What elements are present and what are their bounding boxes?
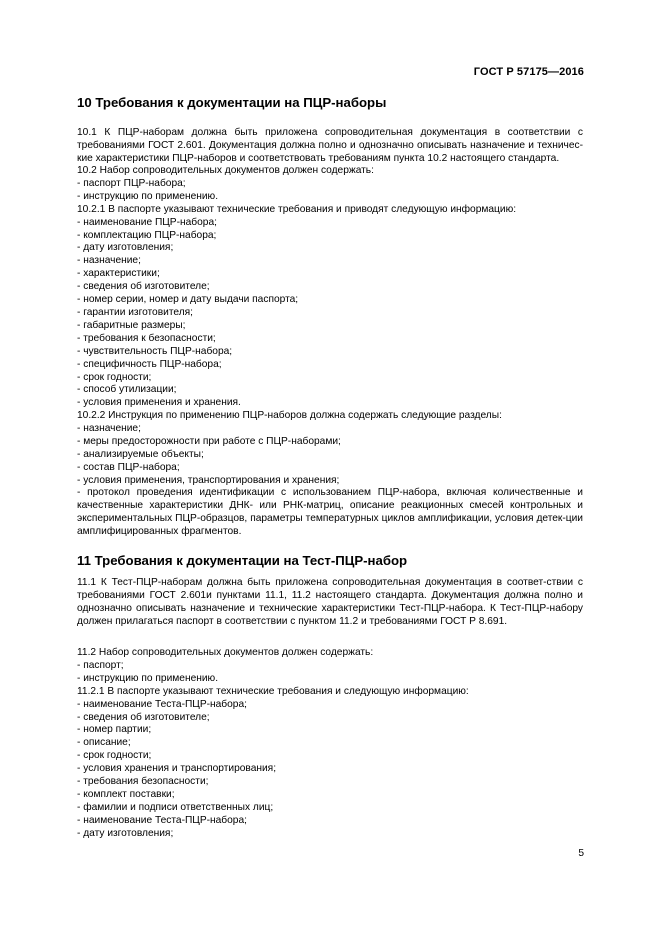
list-line: - состав ПЦР-набора; — [77, 461, 180, 473]
list-line: - габаритные размеры; — [77, 319, 186, 331]
list-line: - паспорт ПЦР-набора; — [77, 177, 186, 189]
list-line: - назначение; — [77, 255, 141, 267]
list-line: - дату изготовления; — [77, 827, 174, 839]
list-line: - наименование Теста-ПЦР-набора; — [77, 814, 247, 826]
list-line: - способ утилизации; — [77, 384, 177, 396]
list-line: - инструкцию по применению. — [77, 190, 219, 202]
list-line: - номер партии; — [77, 724, 152, 736]
paragraph-10-2-2-last-item: - протокол проведения идентификации с использованием ПЦР-набора, включая количественные и качественные характеристики ДНК- или РНК-матриц, описание реакционных смесей контрольных и экспериментальных ПЦР-образцов, параметры температурных циклов амплификации, условия детек-ции амплифицированных фрагментов. — [77, 487, 583, 537]
list-line: - меры предосторожности при работе с ПЦР-наборами; — [77, 436, 341, 448]
list-line: 11.2 Набор сопроводительных документов должен содержать: — [77, 647, 374, 658]
list-line: - характеристики; — [77, 268, 160, 280]
list-line: - требования безопасности; — [77, 776, 209, 788]
list-line: - номер серии, номер и дату выдачи паспорта; — [77, 294, 299, 306]
list-line: - назначение; — [77, 423, 141, 435]
list-line: 10.2.1 В паспорте указывают технические требования и приводят следующую информацию: — [77, 203, 517, 215]
document-code: ГОСТ Р 57175—2016 — [473, 66, 584, 78]
list-line: - срок годности; — [77, 750, 152, 762]
section-10-heading: 10 Требования к документации на ПЦР-наборы — [77, 95, 387, 110]
list-line: - условия хранения и транспортирования; — [77, 763, 277, 775]
section-10-list — [77, 165, 583, 488]
list-line: - фамилии и подписи ответственных лиц; — [77, 801, 274, 813]
list-line: - гарантии изготовителя; — [77, 306, 194, 318]
list-line: - описание; — [77, 737, 131, 749]
list-line: - комплект поставки; — [77, 788, 175, 800]
list-line: 11.2.1 В паспорте указывают технические требования и следующую информацию: — [77, 685, 469, 697]
list-line: 10.2 Набор сопроводительных документов должен содержать: — [77, 165, 374, 176]
paragraph-11-1: 11.1 К Тест-ПЦР-наборам должна быть приложена сопроводительная документация в соответ-ствии с требованиями ГОСТ 2.601и пунктами 11.1, 11.2 настоящего стандарта. Документация должна полно и однозначно описывать назначение и технические характеристики Тест-ПЦР-набора. К Тест-ПЦР-набору должен прилагаться паспорт в соответствии с пунктом 11.2 и требованиями ГОСТ Р 8.691. — [77, 577, 583, 627]
list-line: 10.2.2 Инструкция по применению ПЦР-наборов должна содержать следующие разделы: — [77, 410, 502, 422]
list-line: - специфичность ПЦР-набора; — [77, 358, 222, 370]
list-line: - наименование Теста-ПЦР-набора; — [77, 698, 247, 710]
list-line: - инструкцию по применению. — [77, 672, 219, 684]
paragraph-10-1: 10.1 К ПЦР-наборам должна быть приложена сопроводительная документация в соответствии с требованиями ГОСТ 2.601. Документация должна полно и однозначно описывать назначение и техничес-кие характеристики ПЦР-наборов и соответствовать требованиям пункта 10.2 настоящего стандарта. — [77, 127, 583, 164]
list-line: - комплектацию ПЦР-набора; — [77, 229, 217, 241]
section-11-heading: 11 Требования к документации на Тест-ПЦР-набор — [77, 553, 408, 568]
list-line: - наименование ПЦР-набора; — [77, 216, 217, 228]
list-line: - анализируемые объекты; — [77, 448, 204, 460]
list-line: - сведения об изготовителе; — [77, 281, 210, 293]
page-number: 5 — [578, 848, 584, 859]
list-line: - чувствительность ПЦР-набора; — [77, 345, 233, 357]
list-line: - дату изготовления; — [77, 242, 174, 254]
list-line: - паспорт; — [77, 659, 124, 671]
list-line: - требования к безопасности; — [77, 332, 216, 344]
list-line: - условия применения, транспортирования и хранения; — [77, 474, 340, 486]
list-line: - срок годности; — [77, 371, 152, 383]
list-line: - сведения об изготовителе; — [77, 711, 210, 723]
section-11-list — [77, 647, 583, 841]
list-line: - условия применения и хранения. — [77, 397, 241, 409]
